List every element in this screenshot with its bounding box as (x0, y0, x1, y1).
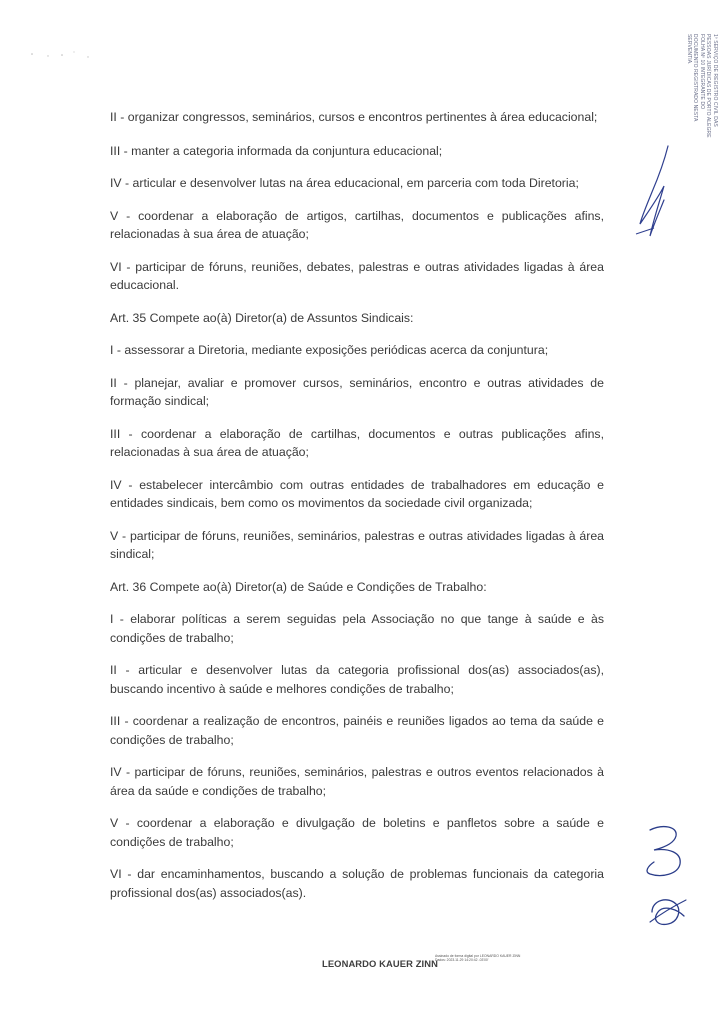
paragraph: III - manter a categoria informada da conjuntura educacional; (110, 143, 443, 158)
article-heading: Art. 36 Compete ao(à) Diretor(a) de Saúde e Condições de Trabalho: (110, 579, 487, 594)
stamp-line: 1º SERVIÇO DE REGISTRO CIVIL DAS (712, 34, 718, 127)
scan-artifact-marks (28, 44, 108, 64)
stamp-line: SERVENTIA. (685, 34, 692, 65)
paragraph: II - articular e desenvolver lutas da categoria profissional dos(as) associados(as), buscando incentivo à saúde e melhores condições de trabalho; (110, 663, 604, 696)
paragraph: IV - estabelecer intercâmbio com outras entidades de trabalhadores em educação e entidades sindicais, bem como os movimentos da sociedade civil organizada; (110, 477, 604, 510)
paragraph: III - coordenar a realização de encontros, painéis e reuniões ligados ao tema da saúde e condições de trabalho; (110, 714, 604, 747)
digital-signature-info (435, 954, 520, 962)
document-body (110, 108, 604, 902)
paragraph: II - organizar congressos, seminários, cursos e encontros pertinentes à área educacional; (110, 110, 598, 124)
paragraph: IV - participar de fóruns, reuniões, seminários, palestras e outros eventos relacionados à área da saúde e condições de trabalho; (110, 765, 604, 798)
stamp-line: DOCUMENTO REGISTRADO NESTA (692, 34, 699, 122)
signature-date: Dados: 2023.11.29 14:20:42 -03'00' (435, 958, 489, 963)
digital-signature-footer (322, 954, 562, 978)
stamp-line: PESSOAS JURÍDICAS DE PORTO ALEGRE (705, 34, 712, 138)
stamp-signature-scribble (628, 140, 688, 250)
handwritten-initial (644, 892, 692, 930)
paragraph: IV - articular e desenvolver lutas na área educacional, em parceria com toda Diretoria; (110, 176, 579, 190)
paragraph: I - assessorar a Diretoria, mediante exposições periódicas acerca da conjuntura; (110, 343, 549, 357)
registry-stamp (648, 32, 720, 138)
paragraph: VI - participar de fóruns, reuniões, debates, palestras e outras atividades ligadas à área educacional. (110, 259, 604, 292)
handwritten-initial (640, 822, 690, 880)
paragraph: V - coordenar a elaboração e divulgação de boletins e panfletos sobre a saúde e condições de trabalho; (110, 816, 604, 849)
signature-line: Assinado de forma digital por LEONARDO KAUER ZINN (435, 954, 521, 958)
paragraph: V - coordenar a elaboração de artigos, cartilhas, documentos e publicações afins, relacionadas à sua área de atuação; (110, 208, 604, 241)
paragraph: I - elaborar políticas a serem seguidas pela Associação no que tange à saúde e às condições de trabalho; (110, 612, 604, 645)
paragraph: II - planejar, avaliar e promover cursos, seminários, encontro e outras atividades de formação sindical; (110, 375, 604, 408)
stamp-line: FOLHA Nº 10 INTEGRANTE DO (698, 34, 705, 110)
article-heading: Art. 35 Compete ao(à) Diretor(a) de Assuntos Sindicais: (110, 310, 414, 325)
paragraph: III - coordenar a elaboração de cartilhas, documentos e outras publicações afins, relacionadas à sua área de atuação; (110, 426, 604, 459)
paragraph: VI - dar encaminhamentos, buscando a solução de problemas funcionais da categoria profissional dos(as) associados(as). (110, 867, 604, 900)
signer-name: LEONARDO KAUER ZINN (322, 958, 438, 969)
paragraph: V - participar de fóruns, reuniões, seminários, palestras e outras atividades ligadas à área sindical; (110, 528, 604, 561)
